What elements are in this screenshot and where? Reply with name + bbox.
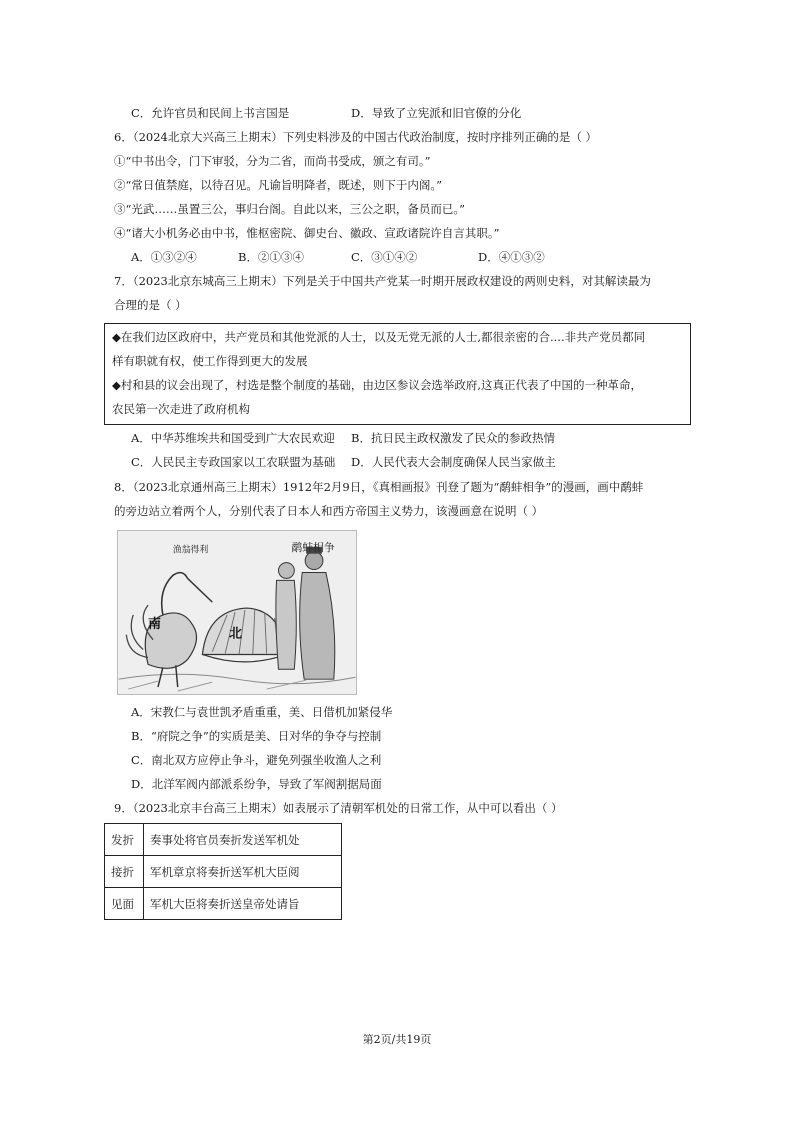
cartoon-illustration [118,531,356,694]
table-row [105,888,342,920]
q7-stem-line1: 7．（2023北京东城高三上期末）下列是关于中国共产党某一时期开展政权建设的两则史料，对其解读最为 [114,274,651,288]
q6-option-d: D．④①③② [478,250,545,264]
cartoon-title-text: 鹬蚌相争 [291,540,335,554]
cartoon-caption-text: 渔翁得利 [172,545,209,556]
q8-option-c: C．南北双方应停止争斗，避免列强坐收渔人之利 [131,753,382,767]
q6-item-1: ①“中书出令，门下审驳，分为二省，而尚书受成，颁之有司。” [114,154,431,168]
cartoon-label-north: 北 [229,626,242,642]
q6-option-b: B．②①③④ [238,250,304,264]
q7-option-a: A．中华苏维埃共和国受到广大农民欢迎 [131,431,335,445]
q7-source-line3: ◆村和县的议会出现了，村选是整个制度的基础，由边区参议会选举政府,这真正代表了中国的一种革命， [112,378,642,392]
table-cell-desc: 军机章京将奏折送军机大臣阅 [144,856,342,888]
q6-option-a: A．①③②④ [131,250,197,264]
q8-stem-line2: 的旁边站立着两个人，分别代表了日本人和西方帝国主义势力，该漫画意在说明（ ） [114,504,544,518]
table-cell-desc: 奏事处将官员奏折发送军机处 [144,824,342,856]
q5-option-d: D．导致了立宪派和旧官僚的分化 [351,106,522,120]
q6-option-c: C．③①④② [351,250,418,264]
table-row [105,856,342,888]
q7-source-line4: 农民第一次走进了政府机构 [112,402,250,416]
q7-source-line2: 样有职就有权，使工作得到更大的发展 [112,354,308,368]
q8-stem-line1: 8．（2023北京通州高三上期末）1912年2月9日，《真相画报》刊登了题为“鹬蚌相争”的漫画，画中鹬蚌 [114,480,644,494]
table-cell-step: 发折 [105,824,144,856]
table-cell-desc: 军机大臣将奏折送皇帝处请旨 [144,888,342,920]
q6-item-3: ③“光武……虽置三公，事归台阁。自此以来，三公之职，备员而已。” [114,202,466,216]
table-cell-step: 接折 [105,856,144,888]
q8-option-a: A．宋教仁与袁世凯矛盾重重，美、日借机加紧侵华 [131,705,393,719]
q6-item-4: ④“诸大小机务必由中书，惟枢密院、御史台、徽政、宣政诸院许自言其职。” [114,226,500,240]
q7-source-line1: ◆在我们边区政府中，共产党员和其他党派的人士，以及无党无派的人士,都很亲密的合....非共产党员都同 [112,330,646,344]
q9-stem: 9．（2023北京丰台高三上期末）如表展示了清朝军机处的日常工作，从中可以看出（ ） [114,801,563,815]
q6-stem: 6．（2024北京大兴高三上期末）下列史料涉及的中国古代政治制度，按时序排列正确的是（ ） [114,130,597,144]
table-row [105,824,342,856]
q7-source-box [104,323,691,425]
q6-item-2: ②“常日值禁庭，以待召见。凡谕旨明降者，既述，则下于内阁。” [114,178,443,192]
q8-option-d: D．北洋军阀内部派系纷争，导致了军阀割据局面 [131,777,382,791]
page-footer: 第2页/共19页 [362,1033,432,1046]
cartoon-label-south: 南 [148,616,161,632]
q7-stem-line2: 合理的是（ ） [114,298,187,312]
q7-option-c: C．人民民主专政国家以工农联盟为基础 [131,455,336,469]
q7-option-b: B．抗日民主政权激发了民众的参政热情 [351,431,555,445]
q8-cartoon-image [117,530,357,695]
table-cell-step: 见面 [105,888,144,920]
q7-option-d: D．人民代表大会制度确保人民当家做主 [351,455,556,469]
q9-table [104,823,342,920]
q8-option-b: B．“府院之争”的实质是美、日对华的争夺与控制 [131,729,382,743]
q5-option-c: C．允许官员和民间上书言国是 [131,106,290,120]
